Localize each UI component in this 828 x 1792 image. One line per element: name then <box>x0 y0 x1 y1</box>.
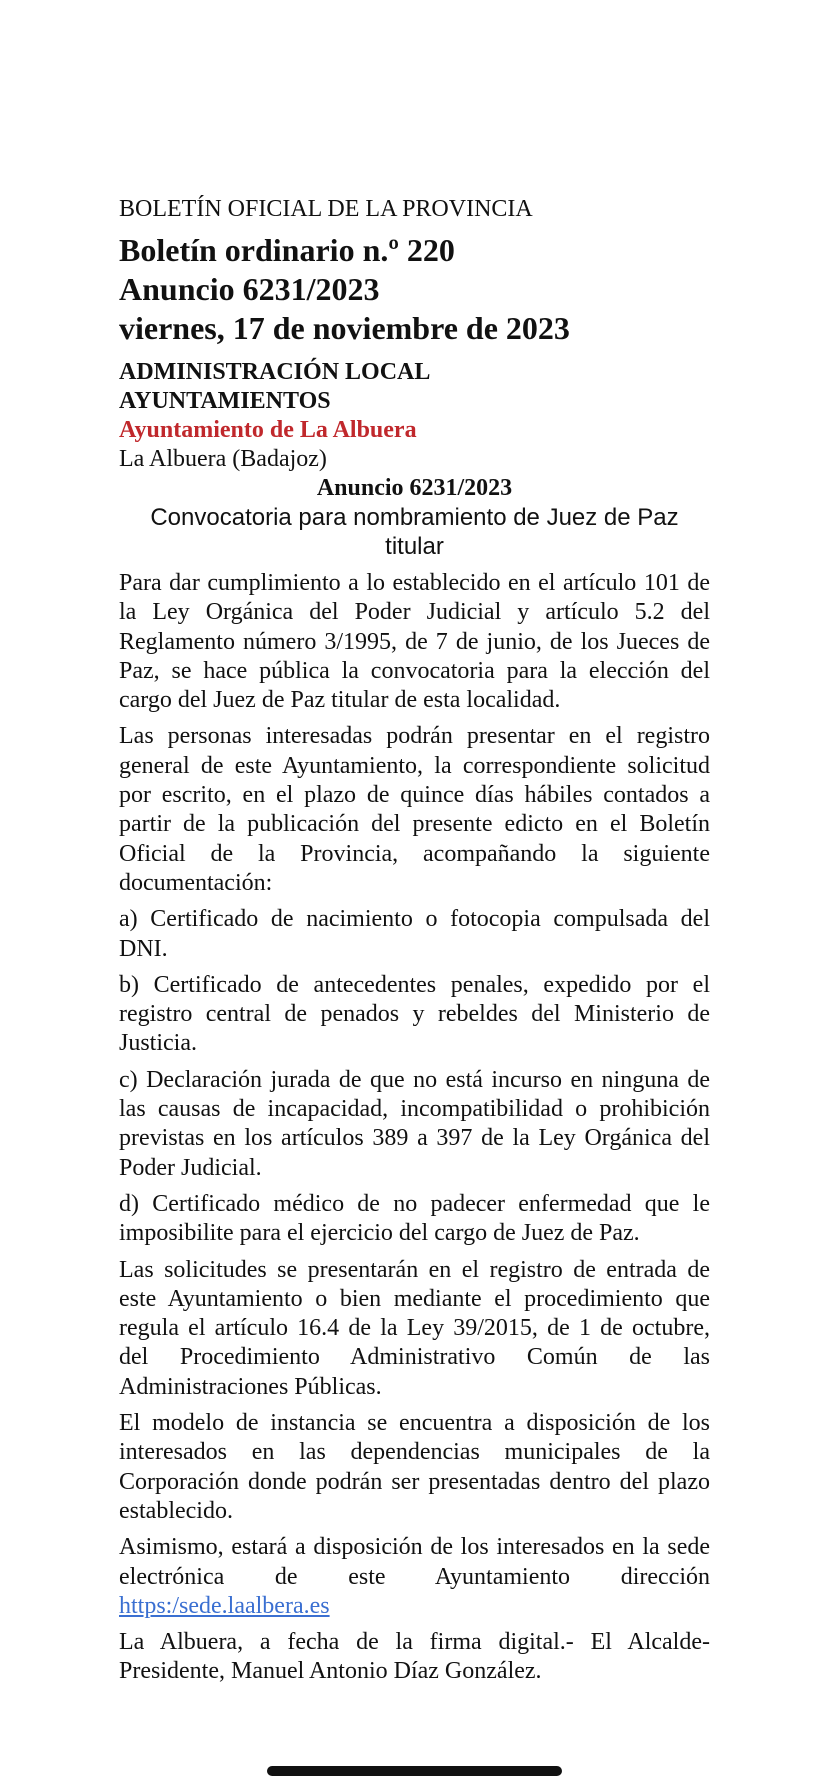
list-item-a: a) Certificado de nacimiento o fotocopia compulsada del DNI. <box>119 906 710 962</box>
entity-place: La Albuera (Badajoz) <box>119 446 327 472</box>
list-item-d: d) Certificado médico de no padecer enfermedad que le imposibilite para el ejercicio del cargo de Juez de Paz. <box>119 1190 710 1247</box>
section-category: AYUNTAMIENTOS <box>119 388 331 414</box>
paragraph-model: El modelo de instancia se encuentra a disposición de los interesados en las dependencias municipales de la Corporación donde podrán ser presentadas dentro del plazo establecido. <box>119 1410 710 1524</box>
home-indicator[interactable] <box>267 1766 562 1776</box>
section-administration: ADMINISTRACIÓN LOCAL <box>119 359 431 385</box>
announcement-number: Anuncio 6231/2023 <box>119 271 380 307</box>
publication-name: BOLETÍN OFICIAL DE LA PROVINCIA <box>119 196 533 222</box>
paragraph-requirements: Las personas interesadas podrán presentar en el registro general de este Ayuntamiento, la correspondiente solicitud por escrito, en el plazo de quince días hábiles contados a partir de la publicación del presente edicto en el Boletín Oficial de la Provincia, acompañando la siguiente documentación: <box>119 723 710 896</box>
announcement-subject: Convocatoria para nombramiento de Juez de Paz titular <box>150 504 679 560</box>
paragraph-submission: Las solicitudes se presentarán en el registro de entrada de este Ayuntamiento o bien mediante el procedimiento que regula el artículo 16.4 de la Ley 39/2015, de 1 de octubre, del Procedimiento Administrativo Común de las Administraciones Públicas. <box>119 1256 710 1400</box>
list-item-b: b) Certificado de antecedentes penales, expedido por el registro central de penados y rebeldes del Ministerio de Justicia. <box>119 971 710 1057</box>
paragraph-intro: Para dar cumplimiento a lo establecido en el artículo 101 de la Ley Orgánica del Poder Judicial y artículo 5.2 del Reglamento número 3/1995, de 7 de junio, de los Jueces de Paz, se hace pública la convocatoria para la elección del cargo del Juez de Paz titular de esta localidad. <box>119 570 710 714</box>
bulletin-number: Boletín ordinario n.º 220 <box>119 232 455 268</box>
signature: La Albuera, a fecha de la firma digital.- El Alcalde-Presidente, Manuel Antonio Díaz González. <box>119 1629 710 1685</box>
publication-date: viernes, 17 de noviembre de 2023 <box>119 310 570 346</box>
electronic-office-link[interactable]: https:/sede.laalbera.es <box>119 1592 330 1619</box>
announcement-document <box>119 193 710 1694</box>
announcement-title: Anuncio 6231/2023 <box>316 475 513 501</box>
electronic-office-text: Asimismo, estará a disposición de los interesados en la sede electrónica de este Ayuntamiento dirección <box>119 1534 710 1590</box>
entity-name: Ayuntamiento de La Albuera <box>119 417 417 443</box>
paragraph-electronic-office <box>119 1533 710 1621</box>
list-item-c: c) Declaración jurada de que no está incurso en ninguna de las causas de incapacidad, incompatibilidad o prohibición previstas en los artículos 389 a 397 de la Ley Orgánica del Poder Judicial. <box>119 1066 710 1181</box>
